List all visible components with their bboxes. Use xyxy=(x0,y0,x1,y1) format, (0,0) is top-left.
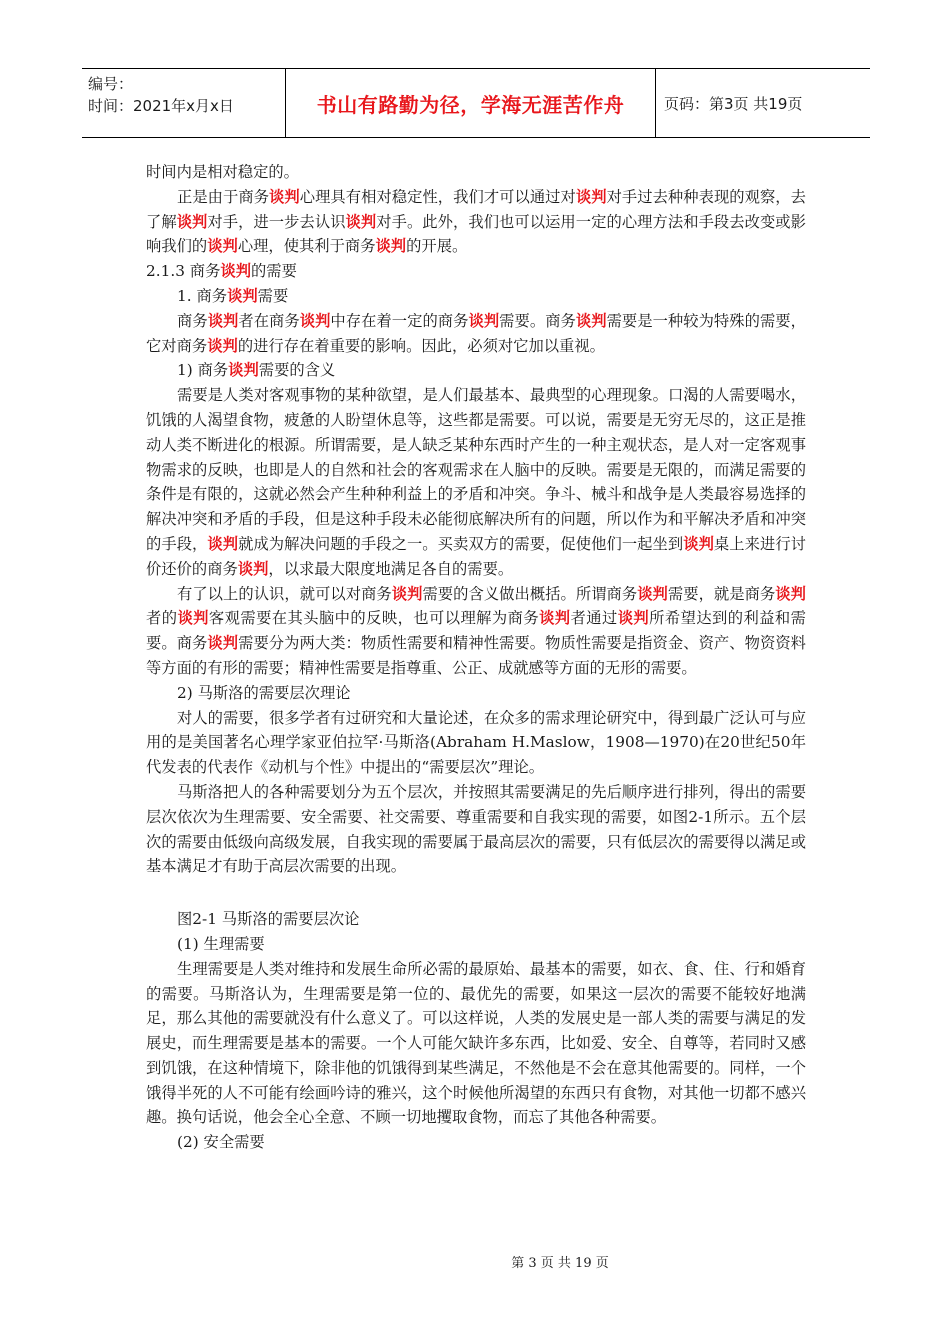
keyword-highlight: 谈判 xyxy=(207,336,238,355)
header-page-cell xyxy=(656,69,870,137)
keyword-highlight: 谈判 xyxy=(539,609,571,628)
document-body xyxy=(146,160,806,1155)
keyword-highlight: 谈判 xyxy=(775,584,806,603)
keyword-highlight: 谈判 xyxy=(207,237,238,256)
keyword-highlight: 谈判 xyxy=(683,534,714,553)
keyword-highlight: 谈判 xyxy=(227,286,258,305)
figure-placeholder xyxy=(146,879,806,907)
paragraph: 商务谈判者在商务谈判中存在着一定的商务谈判需要。商务谈判需要是一种较为特殊的需要，它对商务谈判的进行存在着重要的影响。因此，必须对它加以重视。 xyxy=(146,311,806,355)
paragraph: 对人的需要，很多学者有过研究和大量论述，在众多的需求理论研究中，得到最广泛认可与应用的是美国著名心理学家亚伯拉罕·马斯洛(Abraham H.Maslow，1908—1970)在20世纪50年代发表的代表作《动机与个性》中提出的“需要层次”理论。 xyxy=(146,708,806,777)
subsection-heading: (2) 安全需要 xyxy=(177,1133,265,1152)
header-page-number: 页码：第3页 共19页 xyxy=(664,94,803,113)
keyword-highlight: 谈判 xyxy=(468,311,500,330)
header-motto: 书山有路勤为径，学海无涯苦作舟 xyxy=(316,92,625,117)
header-meta xyxy=(82,69,286,137)
document-number-label: 编号： xyxy=(88,75,134,93)
keyword-highlight: 谈判 xyxy=(391,584,423,603)
page-footer: 第 3 页 共 19 页 xyxy=(511,1256,609,1271)
paragraph: 有了以上的认识，就可以对商务谈判需要的含义做出概括。所谓商务谈判需要，就是商务谈判者的谈判客观需要在其头脑中的反映，也可以理解为商务谈判者通过谈判所希望达到的利益和需要。商务谈判需要分为两大类：物质性需要和精神性需要。物质性需要是指资金、资产、物资资料等方面的有形的需要；精神性需要是指尊重、公正、成就感等方面的无形的需要。 xyxy=(146,584,806,677)
keyword-highlight: 谈判 xyxy=(617,609,650,628)
keyword-highlight: 谈判 xyxy=(299,311,331,330)
page-header xyxy=(82,68,870,138)
keyword-highlight: 谈判 xyxy=(207,311,239,330)
subsection-heading: 1. 商务谈判需要 xyxy=(177,286,289,305)
paragraph: 马斯洛把人的各种需要划分为五个层次，并按照其需要满足的先后顺序进行排列，得出的需要层次依次为生理需要、安全需要、社交需要、尊重需要和自我实现的需要，如图2-1所示。五个层次的需要由低级向高级发展，自我实现的需要属于最高层次的需要，只有低层次的需要得以满足或基本满足才有助于高层次需要的出现。 xyxy=(146,782,806,876)
document-date-label: 时间：2021年x月x日 xyxy=(88,97,234,115)
paragraph: 生理需要是人类对维持和发展生命所必需的最原始、最基本的需要，如衣、食、住、行和婚育的需要。马斯洛认为，生理需要是第一位的、最优先的需要，如果这一层次的需要不能较好地满足，那么其他的需要就没有什么意义了。可以这样说，人类的发展史是一部人类的需要与满足的发展史，而生理需要是基本的需要。一个人可能欠缺许多东西，比如爱、安全、自尊等，若同时又感到饥饿，在这种情境下，除非他的饥饿得到某些满足，不然他是不会在意其他需要的。同样，一个饿得半死的人不可能有绘画吟诗的雅兴，这个时候他所渴望的东西只有食物，对其他一切都不感兴趣。换句话说，他会全心全意、不顾一切地攫取食物，而忘了其他各种需要。 xyxy=(146,959,806,1127)
keyword-highlight: 谈判 xyxy=(637,584,668,603)
paragraph: 时间内是相对稳定的。 xyxy=(146,163,299,181)
subsection-heading: (1) 生理需要 xyxy=(177,934,265,953)
keyword-highlight: 谈判 xyxy=(176,212,208,231)
keyword-highlight: 谈判 xyxy=(575,187,607,206)
section-heading: 2.1.3 商务谈判的需要 xyxy=(146,262,297,281)
paragraph: 正是由于商务谈判心理具有相对稳定性，我们才可以通过对谈判对手过去种种表现的观察，去了解谈判对手，进一步去认识谈判对手。此外，我们也可以运用一定的心理方法和手段去改变或影响我们的谈判心理，使其利于商务谈判的开展。 xyxy=(146,187,806,256)
keyword-highlight: 谈判 xyxy=(177,609,209,628)
keyword-highlight: 谈判 xyxy=(269,187,300,206)
paragraph: 需要是人类对客观事物的某种欲望，是人们最基本、最典型的心理现象。口渴的人需要喝水，饥饿的人渴望食物，疲惫的人盼望休息等，这些都是需要。可以说，需要是无穷无尽的，这正是推动人类不断进化的根源。所谓需要，是人缺乏某种东西时产生的一种主观状态，是人对一定客观事物需求的反映，也即是人的自然和社会的客观需求在人脑中的反映。需要是无限的，而满足需要的条件是有限的，这就必然会产生种种利益上的矛盾和冲突。争斗、械斗和战争是人类最容易选择的解决冲突和矛盾的手段，但是这种手段未必能彻底解决所有的问题，所以作为和平解决矛盾和冲突的手段，谈判就成为解决问题的手段之一。买卖双方的需要，促使他们一起坐到谈判桌上来进行讨价还价的商务谈判，以求最大限度地满足各自的需要。 xyxy=(146,386,806,578)
subsection-heading: 图2-1 马斯洛的需要层次论 xyxy=(177,910,360,929)
keyword-highlight: 谈判 xyxy=(228,361,259,380)
keyword-highlight: 谈判 xyxy=(237,559,269,578)
keyword-highlight: 谈判 xyxy=(220,262,251,281)
keyword-highlight: 谈判 xyxy=(345,212,377,231)
header-motto-cell xyxy=(286,69,656,137)
keyword-highlight: 谈判 xyxy=(207,534,239,553)
subsection-heading: 2) 马斯洛的需要层次理论 xyxy=(177,683,351,702)
keyword-highlight: 谈判 xyxy=(575,311,607,330)
keyword-highlight: 谈判 xyxy=(207,634,239,653)
subsection-heading: 1) 商务谈判需要的含义 xyxy=(177,361,336,380)
keyword-highlight: 谈判 xyxy=(375,237,407,256)
